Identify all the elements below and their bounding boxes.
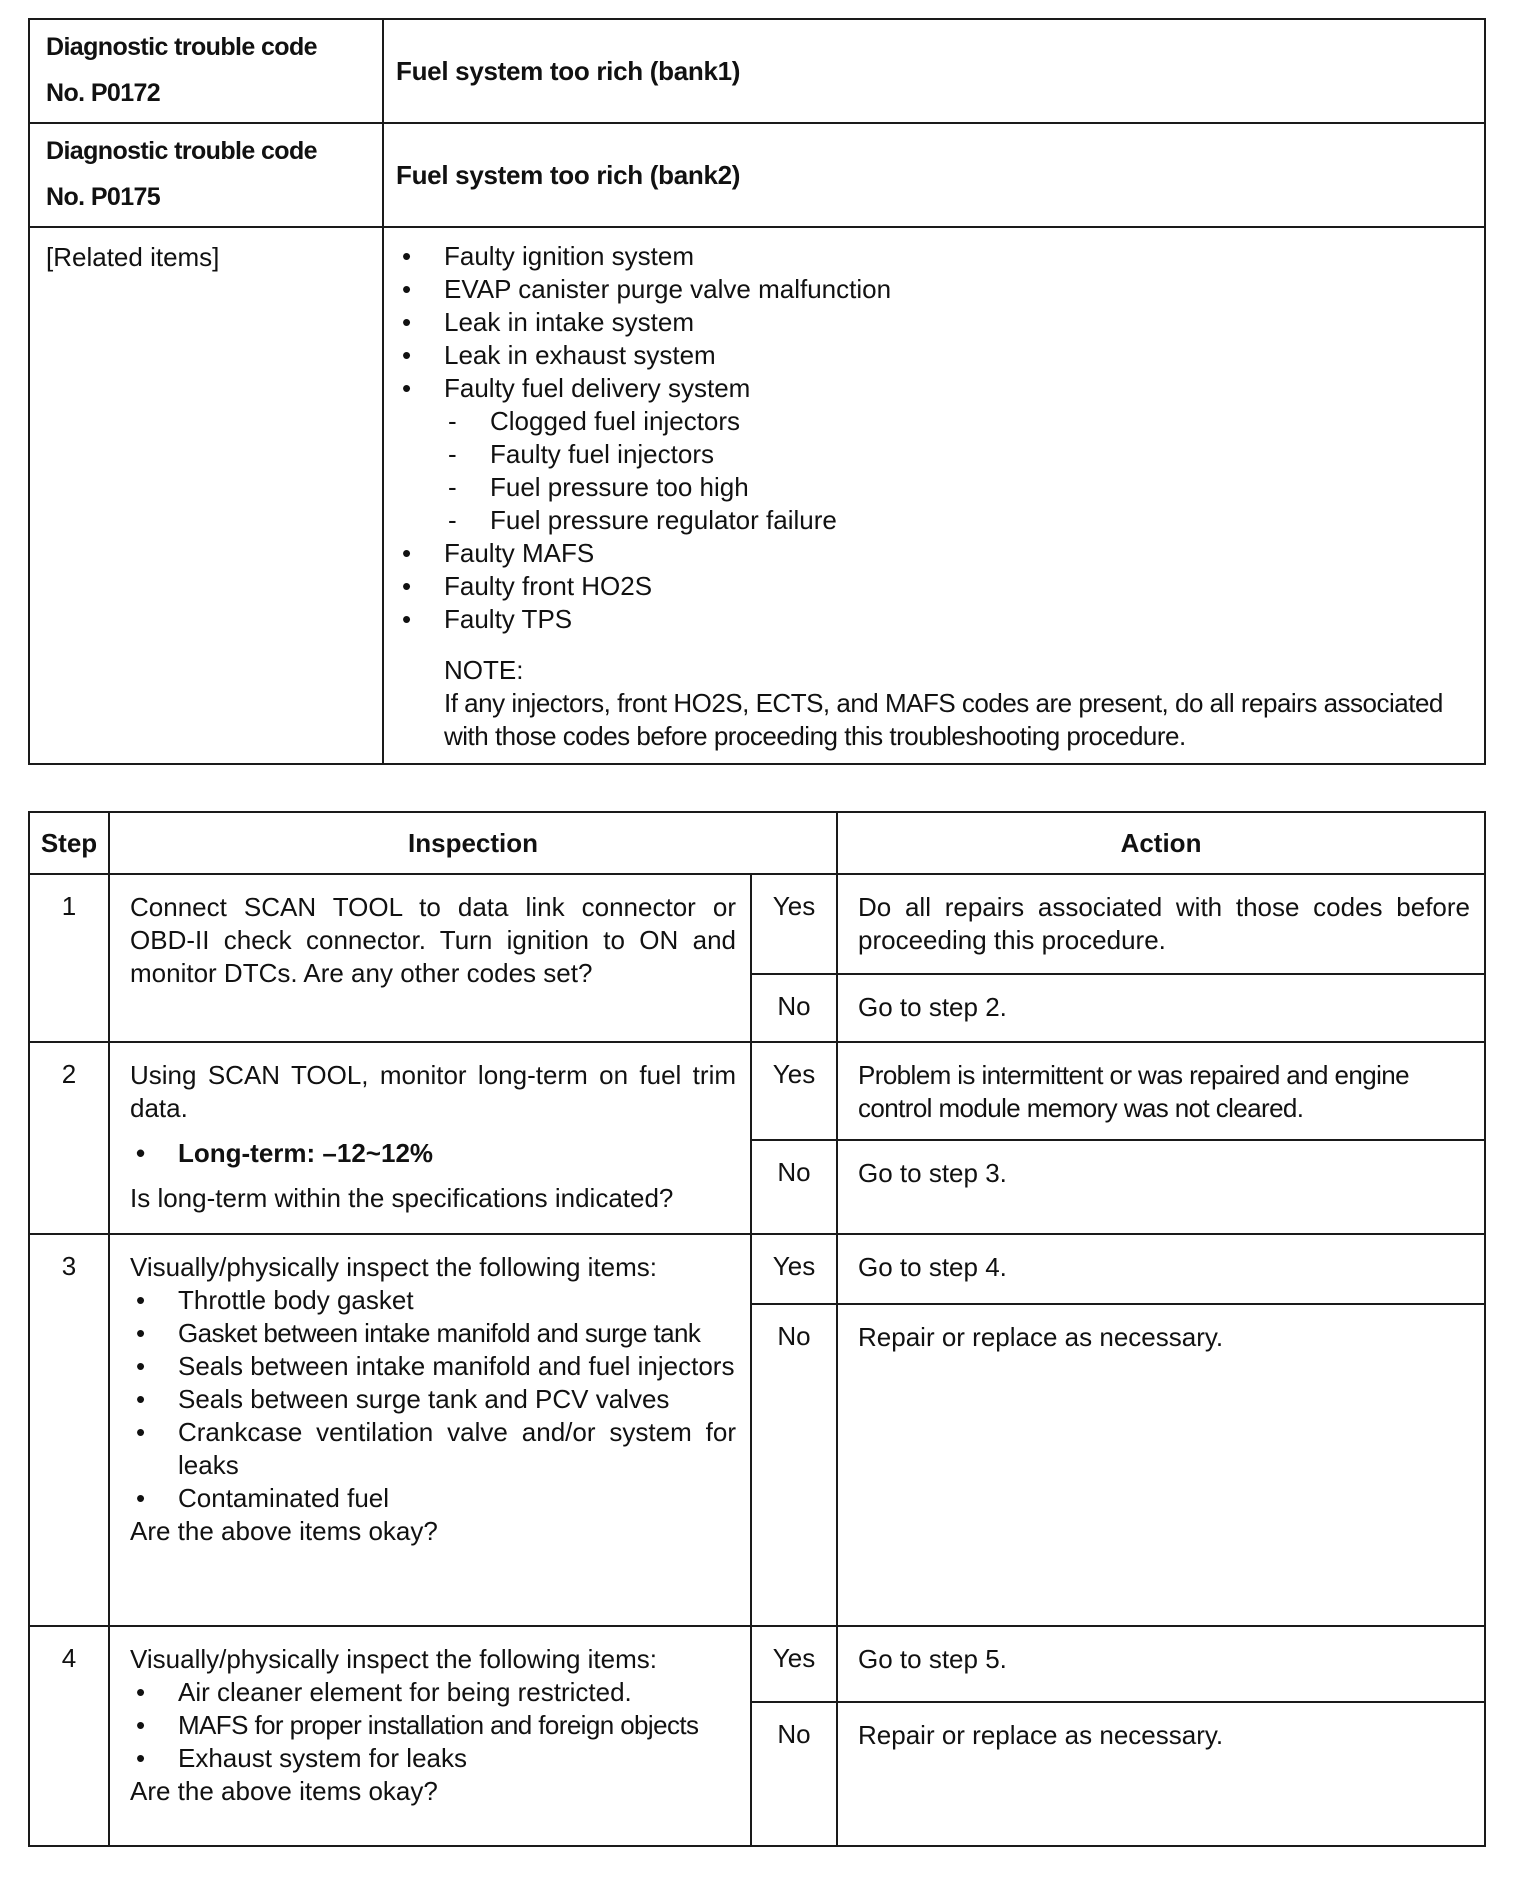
step-row [29,1626,1485,1702]
spec-item: • Long-term: –12~12% [130,1137,736,1170]
list-item: • Exhaust system for leaks [130,1742,736,1775]
inspection-question: Is long-term within the specifications indicated? [130,1183,674,1213]
note-label: NOTE: [444,655,524,685]
list-item: • Faulty fuel delivery system [396,372,1468,405]
yes-label: Yes [751,1626,837,1702]
yes-action: Go to step 4. [837,1234,1485,1304]
steps-header-row [29,812,1485,874]
step-inspection: Connect SCAN TOOL to data link connector or OBD-II check connector. Turn ignition to ON and monitor DTCs. Are any other codes set? [109,874,751,1042]
list-item: • Leak in exhaust system [396,339,1468,372]
list-item: • Contaminated fuel [130,1482,736,1515]
dtc-label-cell [29,19,383,123]
dtc-label-line1: Diagnostic trouble code [46,137,317,165]
list-item: • EVAP canister purge valve malfunction [396,273,1468,306]
note [444,654,1468,753]
dtc-code-number: No. P0175 [46,183,161,211]
list-item: • Gasket between intake manifold and surge tank [130,1317,736,1350]
yes-action: Do all repairs associated with those codes before proceeding this procedure. [837,874,1485,974]
header-inspection: Inspection [109,812,837,874]
dtc-title: Fuel system too rich (bank2) [383,123,1485,227]
dtc-title: Fuel system too rich (bank1) [383,19,1485,123]
inspection-intro: Using SCAN TOOL, monitor long-term on fuel trim data. [130,1060,736,1123]
list-item: • MAFS for proper installation and foreign objects [130,1709,736,1742]
dtc-row-p0172 [29,19,1485,123]
troubleshooting-steps-table [28,811,1486,1847]
list-item: • Faulty front HO2S [396,570,1468,603]
inspection-intro: Visually/physically inspect the following items: [130,1252,657,1282]
step-number: 2 [29,1042,109,1234]
yes-label: Yes [751,874,837,974]
sub-list-item: - Fuel pressure too high [444,471,1468,504]
sub-list-item: - Clogged fuel injectors [444,405,1468,438]
note-text: If any injectors, front HO2S, ECTS, and MAFS codes are present, do all repairs associated with those codes before proceeding this troubleshooting procedure. [444,688,1443,751]
no-action: Repair or replace as necessary. [837,1304,1485,1626]
inspection-intro: Visually/physically inspect the following items: [130,1644,657,1674]
list-item: • Leak in intake system [396,306,1468,339]
no-action: Repair or replace as necessary. [837,1702,1485,1846]
header-action: Action [837,812,1485,874]
no-label: No [751,1304,837,1626]
no-label: No [751,1702,837,1846]
yes-label: Yes [751,1234,837,1304]
dtc-info-table [28,18,1486,765]
step-inspection [109,1042,751,1234]
list-item: • Faulty MAFS [396,537,1468,570]
list-item: • Throttle body gasket [130,1284,736,1317]
sub-list-item: - Fuel pressure regulator failure [444,504,1468,537]
dtc-label-cell [29,123,383,227]
related-items-list [383,227,1485,764]
list-item: • Seals between surge tank and PCV valves [130,1383,736,1416]
no-label: No [751,1140,837,1234]
dtc-row-p0175 [29,123,1485,227]
dtc-code-number: No. P0172 [46,79,161,107]
step-row [29,1042,1485,1140]
inspection-question: Are the above items okay? [130,1516,438,1546]
no-label: No [751,974,837,1042]
list-item: • Faulty TPS [396,603,1468,636]
step-number: 4 [29,1626,109,1846]
sub-list-item: - Faulty fuel injectors [444,438,1468,471]
no-action: Go to step 3. [837,1140,1485,1234]
list-item: • Air cleaner element for being restricted. [130,1676,736,1709]
yes-action: Go to step 5. [837,1626,1485,1702]
yes-action: Problem is intermittent or was repaired and engine control module memory was not cleared. [837,1042,1485,1140]
related-items-row [29,227,1485,764]
step-number: 3 [29,1234,109,1626]
step-number: 1 [29,874,109,1042]
dtc-label-line1: Diagnostic trouble code [46,33,317,61]
yes-label: Yes [751,1042,837,1140]
list-item: • Seals between intake manifold and fuel injectors [130,1350,736,1383]
inspection-question: Are the above items okay? [130,1776,438,1806]
list-item: • Faulty ignition system [396,240,1468,273]
step-inspection [109,1626,751,1846]
no-action: Go to step 2. [837,974,1485,1042]
list-item: • Crankcase ventilation valve and/or system for leaks [130,1416,736,1482]
header-step: Step [29,812,109,874]
step-inspection [109,1234,751,1626]
step-row [29,874,1485,974]
related-items-label: [Related items] [29,227,383,764]
step-row [29,1234,1485,1304]
